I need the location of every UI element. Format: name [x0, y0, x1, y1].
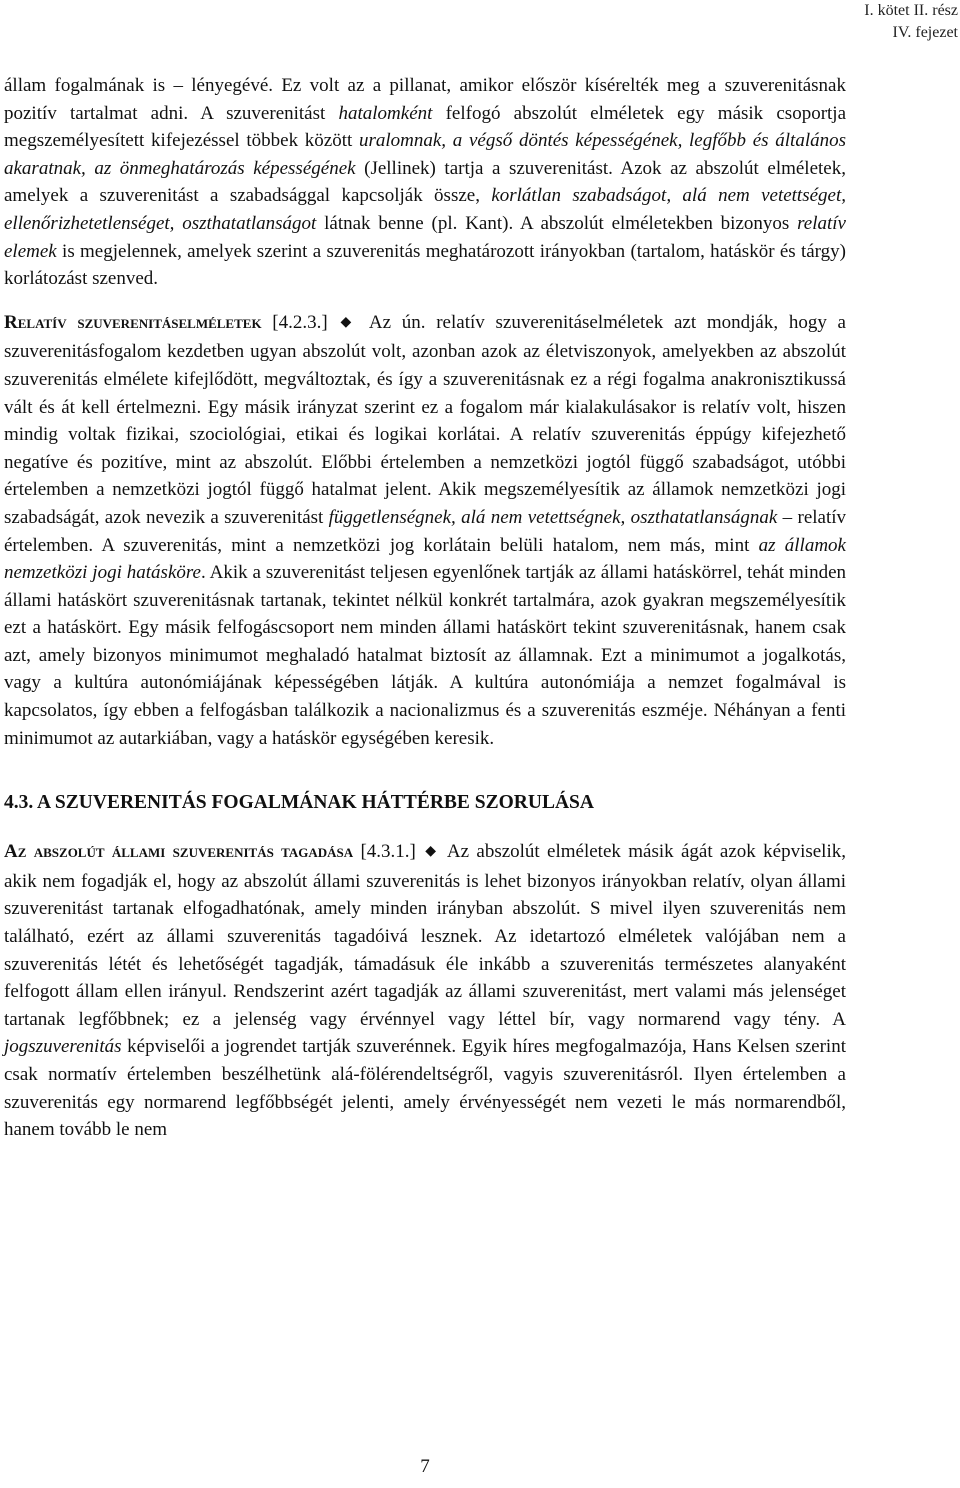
text-run: képviselői a jogrendet tartják szuverénnek. Egyik híres megfogalmazója, Hans Kelsen szerint csak normatív értelemben beszélhetünk alá-fölérendeltségről, vagyis szuverenitásról. Ilyen értelemben a szuverenitás egy normarend legfőbbségét jelenti, amely érvényességét nem vezeti le más normarendből, hanem tovább le nem [4, 1036, 846, 1141]
text-run: . Akik a szuverenitást teljesen egyenlőnek tartják az állami hatáskörrel, tehát minden állami hatáskört szuverenitásnak tartanak, tekintet nélkül konkrét tartalmára, azok gyakran megszemélyesítik ezt a hatáskört. Egy másik felfogáscsoport nem minden állami hatáskört tekint szuverenitásnak, hanem csak azt, amely bizonyos minimumot meghaladó hatalmat biztosít az államnak. Ezt a minimumot a jogalkotás, vagy a kultúra autonómiájának képességében látják. A kultúra autonómiája a nemzet fogalmával is kapcsolatos, így ebben a felfogásban találkozik a nacionalizmus és a szuverenitás eszméje. Néhányan a fenti minimumot az autarkiában, vagy a hatáskör egységében keresik. [4, 562, 847, 749]
run-in-heading: Relatív szuverenitáselméletek [4, 311, 262, 333]
run-in-heading: Az abszolút állami szuverenitás tagadása [4, 841, 354, 863]
emphasis-text: függetlenségnek, alá nem vetettségnek, oszthatatlanságnak [328, 506, 778, 528]
header-volume-part: I. kötet II. rész [864, 2, 958, 19]
paragraph-relative-theories [4, 309, 846, 753]
text-run: is megjelennek, amelyek szerint a szuverenitás meghatározott irányokban (tartalom, hatáskör és tárgy) korlátozást szenved. [4, 240, 846, 290]
paragraph-absolute-theories [4, 72, 846, 293]
header-chapter: IV. fejezet [892, 24, 958, 41]
emphasis-text: korlátlan szabadságot, alá nem vetettséget, ellenőrizhetetlenséget, oszthatatlanságot [4, 185, 847, 234]
text-run: Az abszolút elméletek másik ágát azok képviselik, akik nem fogadják el, hogy az abszolút állami szuverenitás is lehet bizonyos irányokban relatív, olyan állami szuverenitást tartanak elfogadhatónak, amely minden irányban abszolút. S mivel ilyen szuverenitás nem található, ezért az állami szuverenitás tagadóivá lesznek. Az idetartozó elméletek valójában nem a szuverenitás létét és lehetőségét tagadják, támadásuk éle inkább a szuverenitás természetes alanyaként felfogott állam ellen irányul. Rendszerint azért tagadják az állami szuverenitást, mert valami más jelenséget tartanak legfőbbnek; ez a jelenség vagy érvénnyel vagy léttel bír, vagy normarend vagy tény. A [4, 841, 846, 1030]
text-run: állam fogalmának is – lényegévé. Ez volt az a pillanat, amikor először kísérelték meg a szuverenitásnak pozitív tartalmat adni. A szuverenitást [4, 75, 846, 124]
emphasis-text: relatív elemek [4, 212, 846, 262]
text-run: felfogó abszolút elméletek egy másik csoportja megszemélyesített kifejezéssel többek között [4, 102, 847, 152]
emphasis-text: az államok nemzetközi jogi hatásköre [4, 534, 846, 584]
text-run: (Jellinek) tartja a szuverenitást. Azok az abszolút elméletek, amelyek a szuverenitást a szabadsággal kapcsolják össze, [4, 157, 846, 207]
page-body [4, 72, 846, 1144]
emphasis-text: uralomnak, a végső döntés képességének, legfőbb és általános akaratnak, az önmeghatározás képességének [4, 130, 846, 179]
cross-reference: [4.2.3.] [261, 311, 339, 333]
emphasis-text: jogszuverenitás [4, 1036, 122, 1058]
running-header [864, 0, 958, 44]
text-run: látnak benne (pl. Kant). A abszolút elméletekben bizonyos [316, 212, 798, 234]
diamond-icon: ◆ [425, 844, 439, 860]
cross-reference: [4.3.1.] [353, 841, 424, 863]
paragraph-denial-of-sovereignty [4, 838, 846, 1144]
page-number: 7 [420, 1456, 430, 1477]
section-heading: 4.3. A SZUVERENITÁS FOGALMÁNAK HÁTTÉRBE SZORULÁSA [4, 792, 594, 814]
text-run: Az ún. relatív szuverenitáselméletek azt mondják, hogy a szuverenitásfogalom kezdetben ugyan abszolút volt, azonban azok az életviszonyok, amelyekben az abszolút szuverenitás elmélete kifejlődött, megváltoztak, és így a szuverenitásnak ez a régi fogalma anakronisztikussá vált és át kell értelmezni. Egy másik irányzat szerint ez a fogalom már kialakulásakor is relatív volt, hiszen mindig voltak fizikai, szociológiai, etikai és logikai korlátai. A relatív szuverenitás éppúgy kifejezhető negatíve és pozitíve, mint az abszolút. Előbbi értelemben a nemzetközi jogtól függő szabadságot, utóbbi értelemben a nemzetközi jogtól függő hatalmat jelent. Akik megszemélyesítik az államok nemzetközi jogi szabadságát, azok nevezik a szuverenitást [4, 311, 846, 528]
text-run: – relatív értelemben. A szuverenitás, mint a nemzetközi jog korlátain belüli hatalom, nem más, mint [4, 506, 847, 556]
emphasis-text: hatalomként [338, 102, 433, 124]
diamond-icon: ◆ [340, 314, 358, 330]
